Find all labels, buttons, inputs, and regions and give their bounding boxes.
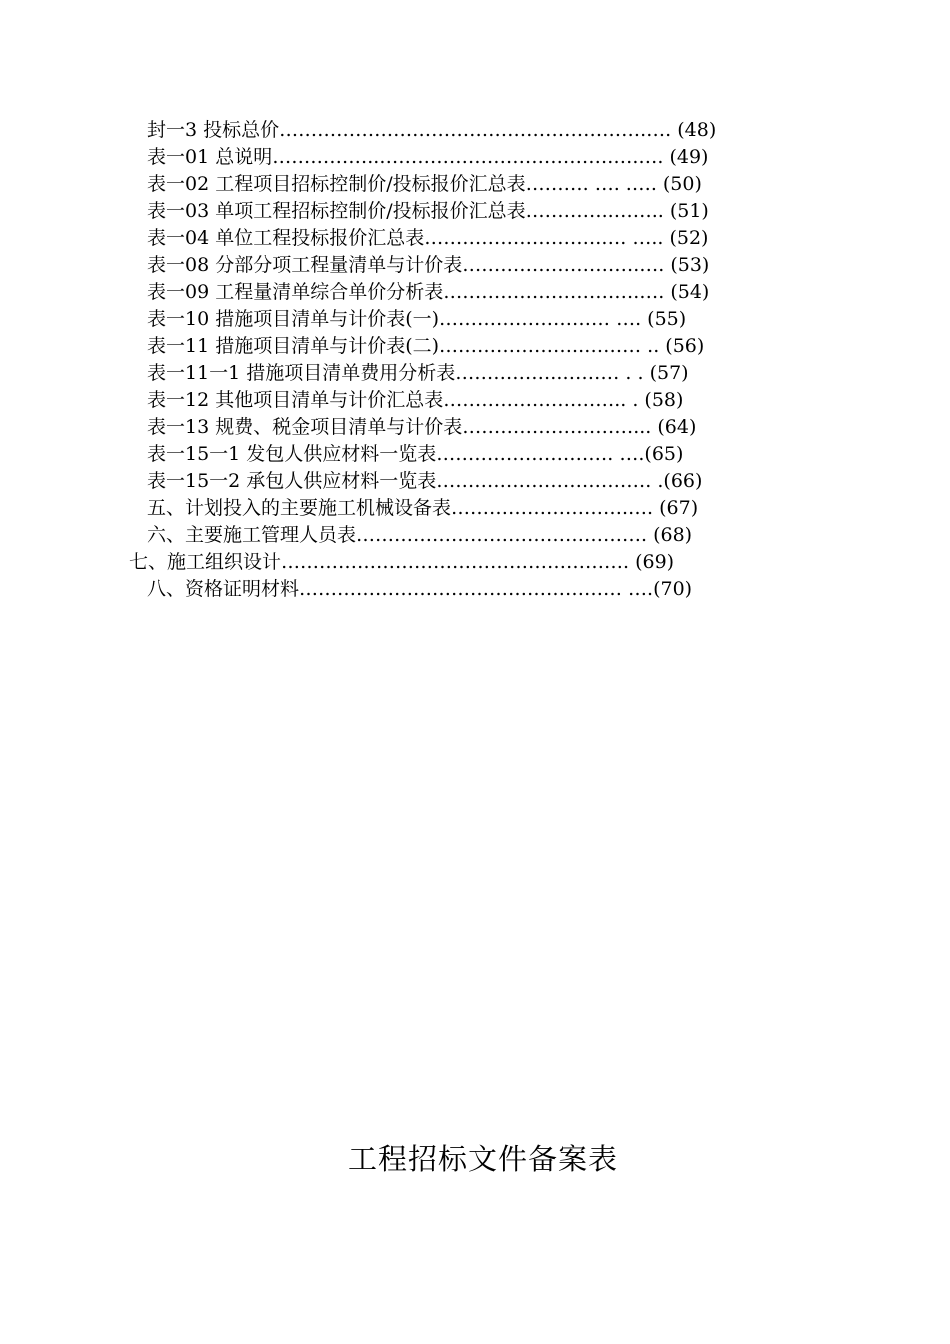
toc-entry-text: 表一11 措施项目清单与计价表(二)…………………..……… .. (56) <box>147 335 705 357</box>
toc-entry-text: 表一10 措施项目清单与计价表(一)……………………… …. (55) <box>147 308 687 330</box>
toc-entry-text: 表一04 单位工程投标报价汇总表……………………….…. ….. (52) <box>147 227 709 249</box>
toc-entry-text: 表一08 分部分项工程量清单与计价表……………………….…. (53) <box>147 254 710 276</box>
toc-entry <box>0 333 950 360</box>
toc-entry-text: 表一03 单项工程招标控制价/投标报价汇总表…………..…….. (51) <box>147 200 709 222</box>
toc-entry-text: 表一13 规费、税金项目清单与计价表………………………... (64) <box>147 416 697 438</box>
toc-entry-text: 七、施工组织设计………………………………………………. (69) <box>129 551 675 573</box>
toc-entry <box>0 387 950 414</box>
toc-entry <box>0 441 950 468</box>
toc-entry <box>0 576 950 603</box>
toc-entry-text: 表一02 工程项目招标控制价/投标报价汇总表………. …. .…. (50) <box>147 173 702 195</box>
toc-entry-text: 表一15一1 发包人供应材料一览表………………………. ….(65) <box>147 443 684 465</box>
toc-entry <box>0 144 950 171</box>
toc-entry-text: 五、计划投入的主要施工机械设备表……………………….…. (67) <box>147 497 699 519</box>
toc-entry <box>0 252 950 279</box>
toc-entry <box>0 306 950 333</box>
toc-entry <box>0 117 950 144</box>
toc-entry <box>0 198 950 225</box>
toc-entry-text: 封一3 投标总价………………………………………………….…. (48) <box>147 119 717 141</box>
toc-entry <box>0 279 950 306</box>
toc-entry <box>0 171 950 198</box>
toc-entry-text: 表一01 总说明……………..……………………………….….…. (49) <box>147 146 709 168</box>
toc-entry-text: 八、资格证明材料…………………………………………… ….(70) <box>147 578 693 600</box>
document-title: 工程招标文件备案表 <box>347 1142 618 1176</box>
toc-entry <box>0 522 950 549</box>
toc-entry <box>0 225 950 252</box>
toc-entry <box>0 468 950 495</box>
table-of-contents <box>0 117 950 603</box>
toc-entry <box>0 549 950 576</box>
toc-entry-text: 六、主要施工管理人员表………………………………………. (68) <box>147 524 693 546</box>
toc-entry-text: 表一15一2 承包人供应材料一览表……………………………. .(66) <box>147 470 703 492</box>
toc-entry-text: 表一11一1 措施项目清单费用分析表……………..……… . . (57) <box>147 362 689 384</box>
toc-entry-text: 表一12 其他项目清单与计价汇总表……………………….. . (58) <box>147 389 684 411</box>
toc-entry-text: 表一09 工程量清单综合单价分析表………………………….…. (54) <box>147 281 710 303</box>
toc-entry <box>0 360 950 387</box>
toc-entry <box>0 414 950 441</box>
toc-entry <box>0 495 950 522</box>
